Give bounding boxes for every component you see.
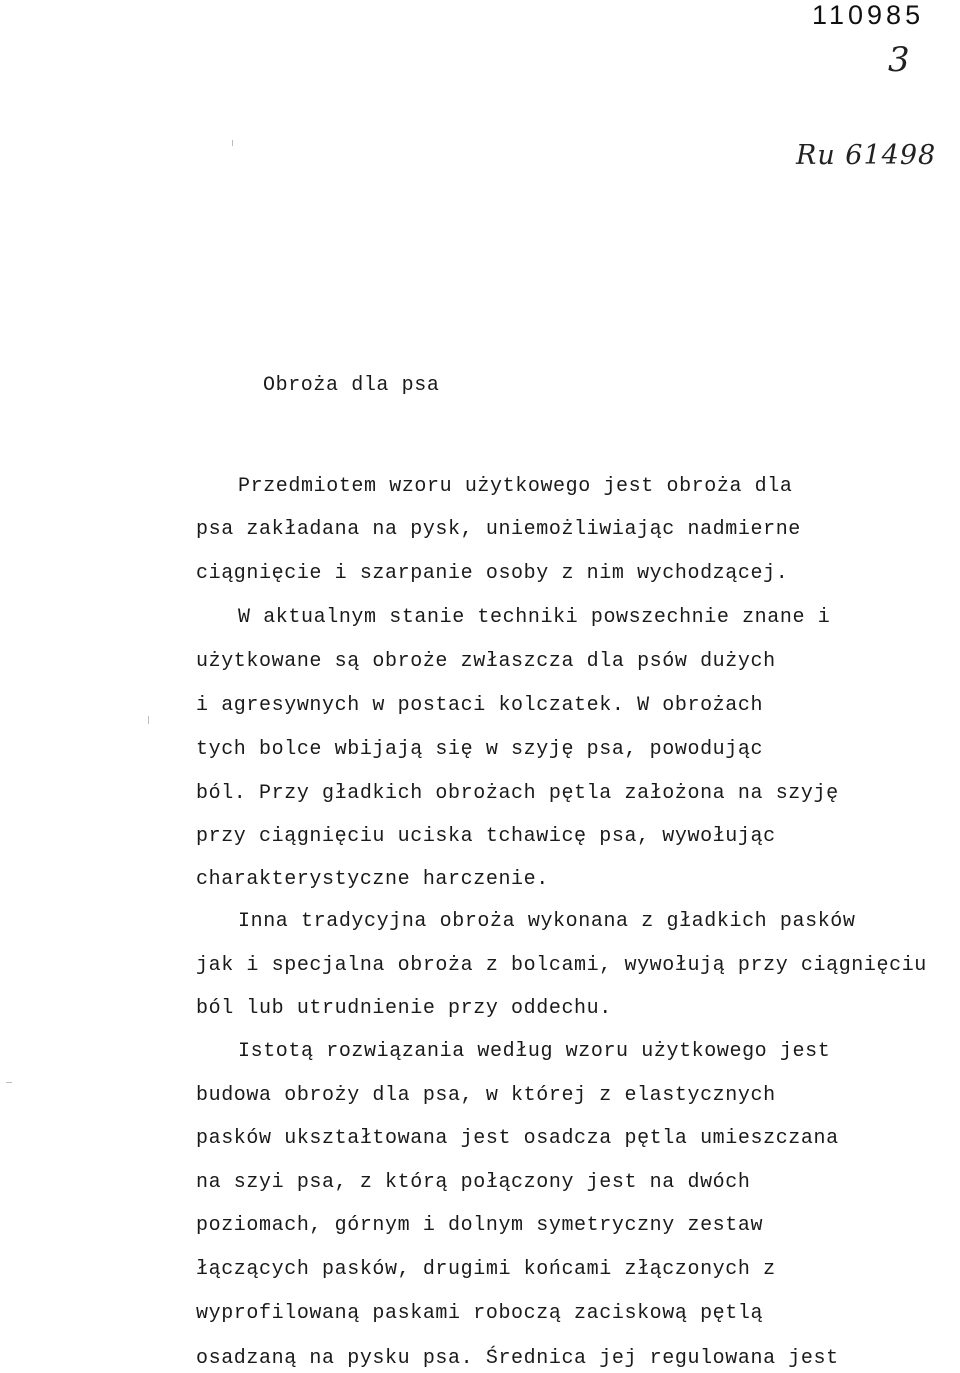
body-line: na szyi psa, z którą połączony jest na dwóch [196,1171,751,1194]
scan-artifact [232,140,233,146]
body-line: Przedmiotem wzoru użytkowego jest obroża dla [238,475,793,498]
body-line: użytkowane są obroże zwłaszcza dla psów dużych [196,650,776,673]
body-line: Inna tradycyjna obroża wykonana z gładkich pasków [238,910,856,933]
body-line: pasków ukształtowana jest osadcza pętla umieszczana [196,1127,839,1150]
handwritten-reference: Ru 61498 [796,140,937,171]
handwritten-mark: 3 [888,40,910,80]
body-line: budowa obroży dla psa, w której z elastycznych [196,1084,776,1107]
body-line: ból. Przy gładkich obrożach pętla założona na szyję [196,782,839,805]
body-line: wyprofilowaną paskami roboczą zaciskową pętlą [196,1302,764,1325]
body-line: charakterystyczne harczenie. [196,868,549,891]
document-title: Obroża dla psa [263,374,440,397]
body-line: i agresywnych w postaci kolczatek. W obrożach [196,694,764,717]
body-line: ciągnięcie i szarpanie osoby z nim wychodzącej. [196,562,789,585]
scan-artifact [148,716,149,724]
body-line: jak i specjalna obroża z bolcami, wywołują przy ciągnięciu [196,954,927,977]
body-line: ból lub utrudnienie przy oddechu. [196,997,612,1020]
body-line: tych bolce wbijają się w szyję psa, powodując [196,738,764,761]
body-line: osadzaną na pysku psa. Średnica jej regulowana jest [196,1347,839,1370]
body-line: przy ciągnięciu uciska tchawicę psa, wywołując [196,825,776,848]
body-line: W aktualnym stanie techniki powszechnie znane i [238,606,831,629]
body-line: poziomach, górnym i dolnym symetryczny zestaw [196,1214,764,1237]
document-number: 110985 [812,0,925,30]
body-line: Istotą rozwiązania według wzoru użytkowego jest [238,1040,831,1063]
body-line: psa zakładana na pysk, uniemożliwiając nadmierne [196,518,801,541]
body-line: łączących pasków, drugimi końcami złączonych z [196,1258,776,1281]
scan-artifact [6,1082,12,1083]
